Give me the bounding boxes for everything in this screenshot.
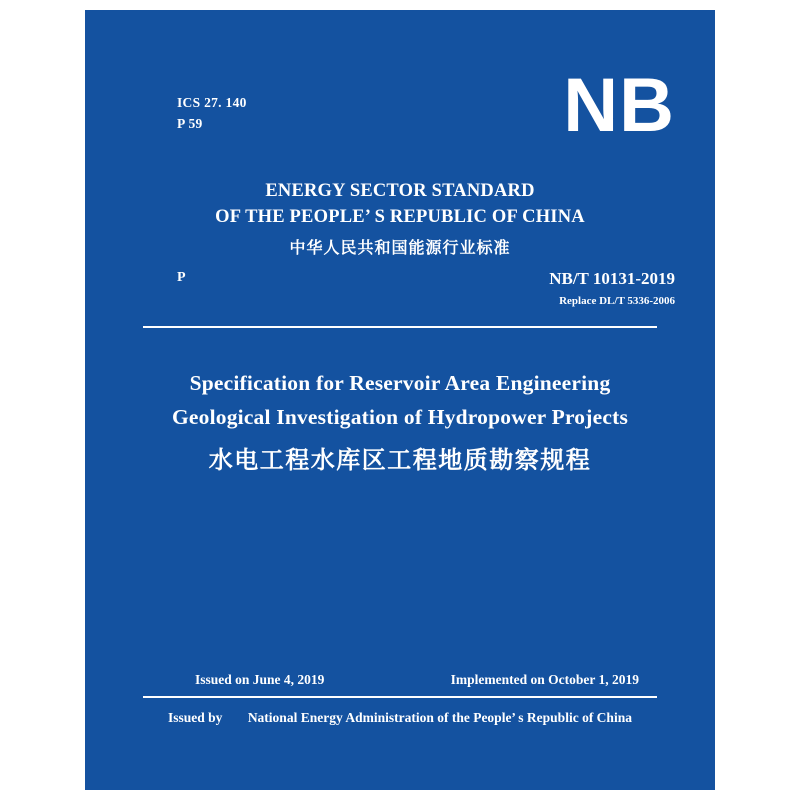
standard-number: NB/T 10131-2019 — [549, 269, 675, 288]
ics-classification-block — [177, 92, 247, 134]
issued-by-row — [85, 710, 715, 726]
document-title-en-line2: Geological Investigation of Hydropower Projects — [171, 405, 629, 429]
cover-header — [85, 63, 715, 158]
standard-title-en-line1: ENERGY SECTOR STANDARD — [265, 181, 535, 201]
dates-row — [143, 672, 657, 692]
standard-code-row — [85, 268, 715, 318]
issued-by-label: Issued by — [168, 710, 223, 725]
standard-number-block — [549, 268, 675, 310]
ics-number: ICS 27. 140 — [177, 95, 247, 110]
document-title-en-line1: Specification for Reservoir Area Engineering — [189, 371, 611, 395]
standard-title-en-line2: OF THE PEOPLE’ S REPUBLIC OF CHINA — [215, 207, 585, 227]
nb-logo: NB — [563, 63, 675, 148]
document-title — [85, 366, 715, 480]
issuing-authority: National Energy Administration of the People’ s Republic of China — [247, 710, 632, 725]
document-title-cn: 水电工程水库区工程地质勘察规程 — [208, 446, 592, 474]
classification-code: P 59 — [177, 116, 203, 131]
divider-top — [143, 326, 657, 328]
issued-on-date: Issued on June 4, 2019 — [195, 672, 325, 687]
divider-bottom — [143, 696, 657, 698]
category-letter: P — [177, 270, 186, 285]
replaced-standard: Replace DL/T 5336-2006 — [559, 295, 675, 307]
standard-authority-titles — [85, 178, 715, 260]
implemented-on-date: Implemented on October 1, 2019 — [450, 672, 639, 687]
standard-cover-page — [85, 10, 715, 790]
standard-title-cn: 中华人民共和国能源行业标准 — [289, 238, 511, 257]
